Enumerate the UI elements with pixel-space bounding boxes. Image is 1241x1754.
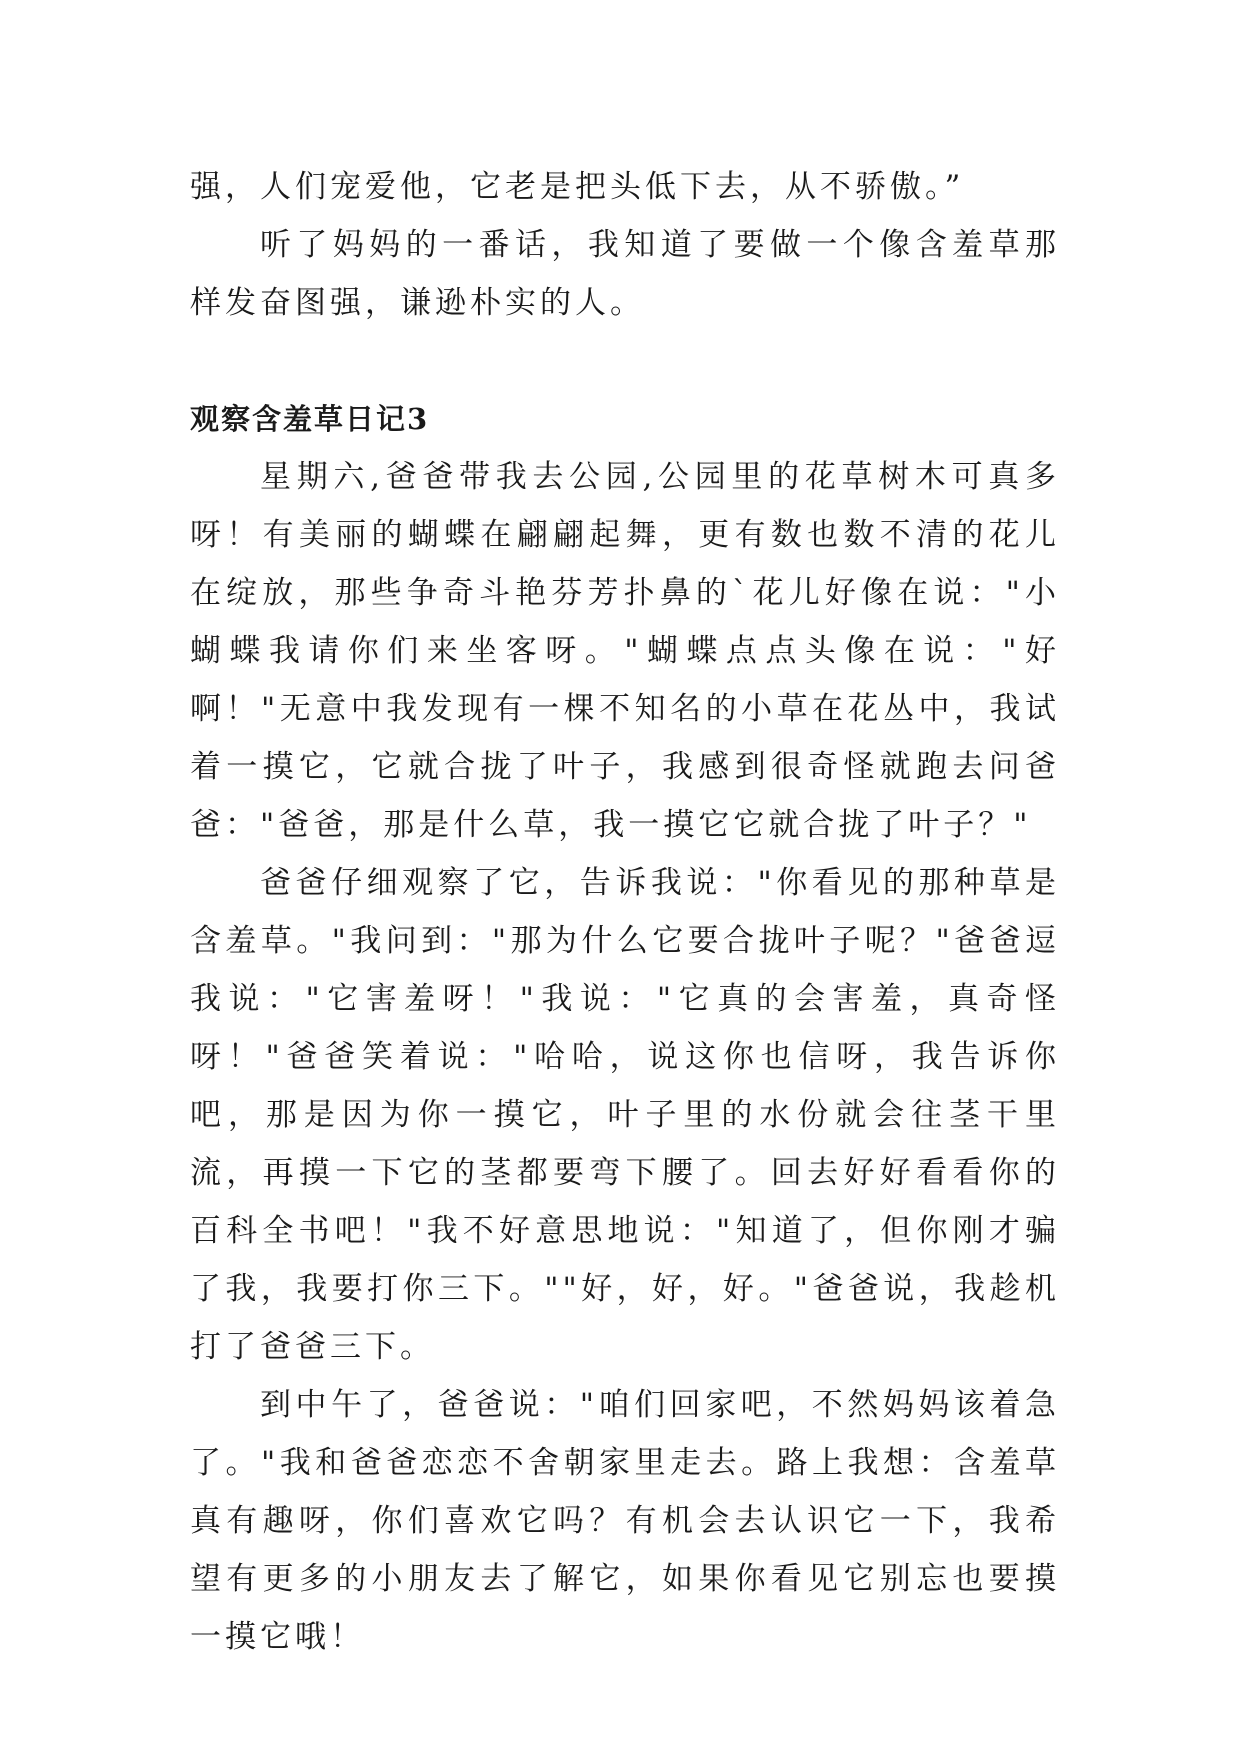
document-body xyxy=(190,158,1060,1666)
paragraph-park-visit: 星期六,爸爸带我去公园,公园里的花草树木可真多呀！有美丽的蝴蝶在翩翩起舞，更有数也数不清的花儿在绽放，那些争奇斗艳芬芳扑鼻的`花儿好像在说："小蝴蝶我请你们来坐客呀。"蝴蝶点点头像在说："好啊！"无意中我发现有一棵不知名的小草在花丛中，我试着一摸它，它就合拢了叶子，我感到很奇怪就跑去问爸爸："爸爸，那是什么草，我一摸它它就合拢了叶子？" xyxy=(190,459,1060,843)
paragraph-conclusion: 听了妈妈的一番话，我知道了要做一个像含羞草那样发奋图强，谦逊朴实的人。 xyxy=(190,227,1060,321)
paragraph-father-explains: 爸爸仔细观察了它，告诉我说："你看见的那种草是含羞草。"我问到："那为什么它要合拢叶子呢？"爸爸逗我说："它害羞呀！"我说："它真的会害羞，真奇怪呀！"爸爸笑着说："哈哈，说这你也信呀，我告诉你吧，那是因为你一摸它，叶子里的水份就会往茎干里流，再摸一下它的茎都要弯下腰了。回去好好看看你的百科全书吧！"我不好意思地说："知道了，但你刚才骗了我，我要打你三下。""好，好，好。"爸爸说，我趁机打了爸爸三下。 xyxy=(190,865,1060,1365)
section-heading: 观察含羞草日记3 xyxy=(190,402,430,436)
paragraph-going-home: 到中午了，爸爸说："咱们回家吧，不然妈妈该着急了。"我和爸爸恋恋不舍朝家里走去。路上我想：含羞草真有趣呀，你们喜欢它吗？有机会去认识它一下，我希望有更多的小朋友去了解它，如果你看见它别忘也要摸一摸它哦！ xyxy=(190,1387,1060,1655)
paragraph-continued: 强，人们宠爱他，它老是把头低下去，从不骄傲。” xyxy=(190,169,965,205)
